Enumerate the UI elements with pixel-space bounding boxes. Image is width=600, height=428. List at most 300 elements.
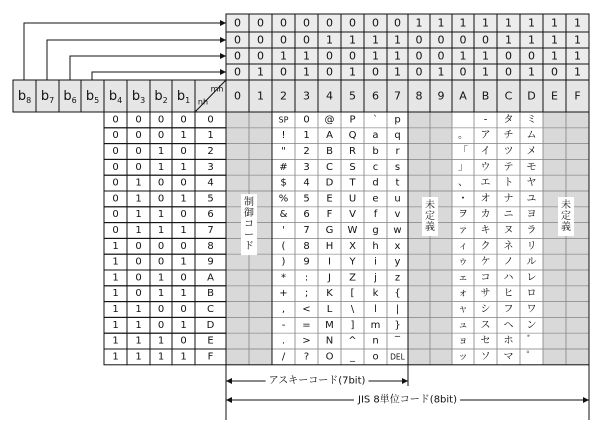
row-bit-value: 1 — [135, 177, 142, 189]
code-cell: x — [394, 240, 401, 252]
row-bit-value: 0 — [180, 335, 187, 347]
code-cell: ロ — [526, 288, 537, 300]
code-cell: ミ — [526, 114, 537, 126]
column-header-label: F — [574, 89, 581, 103]
control-code-label: 制 — [244, 197, 254, 209]
code-cell: ヤ — [526, 177, 537, 189]
code-cell: メ — [526, 146, 537, 157]
code-cell: q — [394, 130, 401, 142]
row-bit-value: 1 — [157, 225, 165, 236]
code-cell: 0 — [303, 114, 310, 126]
bit-label: $b_7$ — [40, 88, 55, 105]
code-cell: ホ — [503, 335, 514, 347]
upper-bit-value: 0 — [505, 65, 512, 79]
upper-bit-value: 1 — [459, 49, 467, 63]
upper-bit-value: 1 — [482, 49, 489, 63]
code-cell: I — [328, 256, 331, 268]
ascii-range-arrow-right — [402, 378, 408, 384]
code-cell: d — [372, 177, 379, 189]
row-label: 7 — [207, 225, 214, 236]
code-cell: k — [372, 288, 379, 300]
upper-bit-value: 0 — [437, 33, 445, 47]
code-cell: 3 — [303, 161, 310, 173]
code-cell: 1 — [303, 130, 310, 142]
upper-bit-value: 1 — [528, 16, 535, 30]
code-cell: g — [372, 225, 379, 236]
code-cell: ル — [526, 256, 537, 268]
code-cell: c — [372, 161, 379, 173]
code-cell: V — [349, 209, 356, 221]
row-bit-value: 0 — [112, 193, 119, 205]
upper-bit-value: 0 — [257, 16, 264, 30]
row-bit-value: 0 — [135, 240, 142, 252]
upper-bit-value: 1 — [574, 33, 581, 47]
code-cell: 2 — [303, 146, 310, 157]
control-code-label: ー — [244, 230, 254, 242]
code-cell: ト — [503, 177, 514, 189]
upper-bit-value: 1 — [437, 65, 445, 79]
upper-bit-value: 0 — [280, 65, 287, 79]
corner-nh-label: nh — [197, 97, 209, 107]
code-cell: - — [483, 114, 488, 126]
row-bit-value: 1 — [112, 319, 119, 331]
column-header-label: 7 — [394, 89, 401, 103]
code-cell: ! — [281, 130, 286, 142]
upper-bit-value: 1 — [574, 16, 581, 30]
code-cell: | — [395, 304, 400, 315]
row-bit-value: 1 — [157, 335, 165, 347]
row-bit-value: 1 — [180, 161, 187, 173]
bit-label: $b_6$ — [63, 88, 77, 105]
code-cell: P — [349, 114, 356, 126]
row-bit-value: 0 — [157, 193, 165, 205]
upper-bit-value: 1 — [551, 16, 558, 30]
row-label: E — [207, 335, 214, 347]
column-header-label: E — [551, 89, 558, 103]
row-bit-value: 1 — [157, 146, 165, 157]
code-cell: . — [281, 335, 286, 347]
code-cell: ) — [281, 256, 286, 268]
row-bit-value: 0 — [180, 146, 187, 157]
row-bit-value: 1 — [157, 272, 165, 284]
code-cell: ` — [373, 114, 378, 126]
upper-bit-value: 1 — [551, 33, 558, 47]
upper-bit-value: 1 — [372, 33, 379, 47]
code-cell: ' — [282, 225, 285, 236]
row-bit-value: 1 — [180, 193, 187, 205]
code-cell: ラ — [526, 225, 537, 236]
upper-bit-value: 1 — [482, 65, 489, 79]
upper-bit-value: 0 — [459, 33, 467, 47]
column-header-label: B — [481, 89, 490, 103]
code-cell: ェ — [458, 272, 468, 284]
row-bit-value: 0 — [135, 256, 142, 268]
bit-connector-arrow — [220, 53, 226, 59]
code-cell: ] — [350, 319, 355, 331]
row-bit-value: 1 — [135, 209, 142, 221]
upper-bit-value: 1 — [303, 49, 310, 63]
bit-label: $b_4$ — [108, 88, 123, 105]
column-header-label: 4 — [326, 89, 333, 103]
row-bit-value: 1 — [112, 272, 119, 284]
row-bit-value: 1 — [180, 130, 187, 142]
code-cell: s — [394, 161, 401, 173]
code-cell: ? — [303, 351, 310, 363]
bit-connector-line — [92, 72, 226, 80]
code-cell: K — [326, 288, 333, 300]
code-cell: ( — [281, 240, 286, 252]
control-code-label: コ — [244, 219, 254, 231]
code-cell: 。 — [458, 130, 468, 142]
row-bit-value: 1 — [180, 288, 187, 300]
code-cell: タ — [503, 114, 514, 126]
code-cell: ・ — [458, 193, 468, 205]
code-cell: セ — [480, 335, 491, 347]
code-cell: R — [349, 146, 356, 157]
code-cell: ウ — [480, 161, 491, 173]
row-bit-value: 0 — [112, 225, 119, 236]
bit-label: $b_8$ — [17, 88, 32, 105]
row-label: 3 — [207, 161, 214, 173]
bit-label: $b_5$ — [85, 88, 100, 105]
upper-bit-value: 1 — [528, 33, 535, 47]
upper-bit-value: 0 — [482, 33, 489, 47]
row-bit-value: 0 — [135, 161, 142, 173]
code-cell: サ — [480, 288, 491, 300]
column-header-label: 3 — [303, 89, 310, 103]
row-bit-value: 0 — [157, 114, 165, 126]
code-cell: ^ — [348, 335, 357, 347]
row-label: C — [207, 304, 214, 315]
code-cell: 9 — [303, 256, 310, 268]
row-bit-value: 0 — [157, 319, 165, 331]
column-header-label: 2 — [280, 89, 287, 103]
code-cell: A — [326, 130, 333, 142]
code-cell: ナ — [503, 193, 514, 205]
code-cell: i — [374, 256, 377, 268]
code-cell: # — [279, 161, 288, 173]
code-cell: : — [304, 272, 309, 284]
upper-bit-value: 1 — [415, 16, 423, 30]
code-cell: ヲ — [458, 209, 468, 221]
code-cell: ス — [480, 319, 491, 331]
code-cell: ヒ — [503, 288, 514, 300]
jis-range-arrow-right — [583, 397, 589, 403]
code-cell: F — [326, 209, 333, 221]
code-cell: n — [372, 335, 379, 347]
code-cell: O — [325, 351, 334, 363]
column-header-label: 5 — [349, 89, 356, 103]
row-bit-value: 0 — [157, 256, 165, 268]
code-cell: ァ — [458, 225, 468, 236]
upper-bit-value: 1 — [394, 65, 401, 79]
undefined-label-right: 定 — [561, 211, 571, 223]
code-cell: モ — [526, 161, 537, 173]
code-cell: ネ — [503, 240, 514, 252]
code-cell: } — [394, 319, 401, 331]
undefined-label-mid: 未 — [425, 200, 435, 212]
row-bit-value: 0 — [135, 146, 142, 157]
code-cell: シ — [480, 304, 491, 315]
upper-bit-value: 1 — [528, 65, 535, 79]
upper-bit-value: 0 — [551, 65, 558, 79]
code-cell: \ — [350, 304, 355, 315]
bit-connector-arrow — [220, 37, 226, 43]
ascii-range-label: アスキーコード(7bit) — [268, 375, 366, 387]
row-bit-value: 0 — [157, 240, 165, 252]
code-cell: ; — [304, 288, 309, 300]
row-bit-value: 0 — [180, 240, 187, 252]
code-cell: l — [374, 304, 377, 315]
bit-connector-line — [70, 56, 226, 80]
upper-bit-value: 1 — [551, 49, 558, 63]
code-cell: " — [281, 146, 286, 157]
code-cell: カ — [480, 209, 491, 221]
upper-bit-value: 0 — [415, 33, 423, 47]
upper-bit-value: 0 — [326, 16, 333, 30]
code-cell: f — [373, 209, 378, 221]
code-cell: ン — [526, 319, 537, 331]
row-bit-value: 1 — [157, 161, 165, 173]
row-bit-value: 0 — [112, 114, 119, 126]
row-label: B — [207, 288, 214, 300]
code-cell: S — [349, 161, 356, 173]
control-code-label: ド — [244, 241, 254, 253]
row-bit-value: 1 — [135, 193, 142, 205]
row-bit-value: 1 — [180, 351, 187, 363]
upper-bit-value: 0 — [234, 65, 241, 79]
row-bit-value: 1 — [112, 304, 119, 315]
row-label: 9 — [207, 256, 214, 268]
upper-bit-value: 1 — [482, 16, 489, 30]
column-header-label: 0 — [234, 89, 241, 103]
undefined-label-mid: 定 — [425, 211, 435, 223]
code-cell: ハ — [503, 272, 514, 284]
code-cell: ャ — [458, 304, 468, 315]
code-cell: D — [325, 177, 334, 189]
code-cell: コ — [480, 272, 491, 284]
code-cell: オ — [480, 193, 491, 205]
row-bit-value: 0 — [112, 177, 119, 189]
upper-bit-value: 1 — [326, 33, 333, 47]
code-cell: 5 — [303, 193, 310, 205]
code-cell: ョ — [458, 335, 468, 347]
upper-bit-value: 0 — [280, 33, 287, 47]
row-bit-value: 1 — [180, 319, 187, 331]
bit-connector-line — [47, 40, 226, 80]
code-cell: チ — [503, 130, 514, 142]
upper-bit-value: 1 — [437, 16, 445, 30]
code-cell: マ — [503, 351, 514, 363]
code-cell: 」 — [458, 161, 468, 173]
upper-bit-value: 1 — [349, 65, 356, 79]
row-bit-value: 0 — [135, 114, 142, 126]
code-cell: $ — [280, 177, 287, 189]
column-header-label: D — [527, 89, 536, 103]
upper-bit-value: 0 — [234, 49, 241, 63]
code-cell: L — [326, 304, 333, 315]
code-cell: H — [325, 240, 334, 252]
code-cell: ソ — [480, 351, 491, 363]
row-label: 8 — [207, 240, 214, 252]
code-cell: N — [325, 335, 334, 347]
row-label: F — [207, 351, 214, 363]
column-header-label: 9 — [437, 89, 445, 103]
code-cell: j — [374, 272, 377, 284]
jis-range-arrow-left — [226, 397, 232, 403]
code-cell: 8 — [303, 240, 310, 252]
code-cell: C — [326, 161, 333, 173]
code-cell: 「 — [458, 146, 468, 157]
upper-bit-value: 0 — [349, 49, 356, 63]
upper-bit-value: 0 — [303, 16, 310, 30]
corner-mh-label: mh — [210, 84, 224, 94]
row-label: 1 — [207, 130, 214, 142]
code-cell: z — [394, 272, 401, 284]
bit-label: $b_3$ — [131, 88, 146, 105]
bit-connector-arrow — [220, 69, 226, 75]
upper-bit-value: 1 — [303, 65, 310, 79]
code-cell: SP — [278, 115, 289, 125]
row-bit-value: 0 — [135, 130, 142, 142]
code-cell: ィ — [458, 240, 468, 252]
bit-label: $b_1$ — [176, 88, 191, 105]
row-bit-value: 1 — [112, 335, 119, 347]
bit-connector-arrow — [220, 20, 226, 26]
code-cell: h — [372, 240, 379, 252]
row-bit-value: 0 — [112, 209, 119, 221]
code-cell: ア — [480, 130, 491, 142]
code-cell: 4 — [303, 177, 310, 189]
code-cell: % — [278, 193, 289, 205]
code-cell: 7 — [303, 225, 310, 236]
row-bit-value: 0 — [157, 177, 165, 189]
upper-bit-value: 1 — [574, 49, 581, 63]
row-bit-value: 0 — [135, 272, 142, 284]
code-cell: ッ — [458, 351, 468, 363]
code-cell: W — [347, 225, 358, 236]
row-label: A — [207, 272, 214, 284]
code-cell: T — [349, 177, 356, 189]
code-cell: Q — [348, 130, 357, 142]
code-cell: + — [279, 288, 288, 300]
upper-bit-value: 0 — [280, 16, 287, 30]
code-cell: p — [394, 114, 401, 126]
code-cell: ュ — [458, 319, 468, 331]
code-cell: ゜ — [526, 351, 537, 363]
row-label: 6 — [207, 209, 214, 221]
code-cell: ヨ — [526, 209, 537, 221]
code-cell: リ — [526, 240, 537, 252]
code-cell: エ — [480, 177, 491, 189]
upper-bit-value: 0 — [372, 16, 379, 30]
code-cell: ツ — [503, 146, 514, 157]
code-cell: / — [281, 351, 286, 363]
row-bit-value: 1 — [135, 335, 142, 347]
row-bit-value: 1 — [112, 288, 119, 300]
upper-bit-value: 0 — [415, 49, 423, 63]
row-bit-value: 0 — [157, 130, 165, 142]
code-cell: 、 — [458, 177, 468, 189]
row-bit-value: 1 — [180, 225, 187, 236]
code-cell: , — [281, 304, 286, 315]
row-bit-value: 1 — [157, 288, 165, 300]
code-cell: フ — [503, 304, 514, 315]
undefined-label-mid: 義 — [425, 222, 435, 234]
code-cell: ォ — [458, 288, 468, 300]
upper-bit-value: 0 — [257, 49, 264, 63]
code-cell: ゛ — [526, 335, 537, 347]
upper-bit-value: 1 — [574, 65, 581, 79]
code-cell: @ — [324, 114, 335, 126]
column-header-label: 6 — [372, 89, 379, 103]
row-bit-value: 1 — [157, 351, 165, 363]
row-label: D — [206, 319, 215, 331]
row-label: 2 — [207, 146, 214, 157]
code-cell: ワ — [526, 304, 537, 315]
row-bit-value: 0 — [180, 177, 187, 189]
code-cell: ノ — [503, 256, 514, 268]
row-bit-value: 0 — [180, 272, 187, 284]
code-cell: > — [302, 335, 311, 347]
bit-connector-line — [24, 23, 226, 80]
code-cell: ユ — [526, 193, 537, 205]
upper-bit-value: 1 — [257, 65, 264, 79]
row-bit-value: 0 — [180, 114, 187, 126]
row-bit-value: 0 — [112, 130, 119, 142]
code-cell: w — [393, 225, 402, 236]
code-cell: ム — [526, 130, 537, 142]
code-cell: レ — [526, 272, 537, 284]
upper-bit-value: 0 — [394, 16, 401, 30]
bit-label: $b_2$ — [154, 88, 168, 105]
code-cell: ニ — [503, 209, 514, 221]
code-cell: v — [394, 209, 401, 221]
row-bit-value: 0 — [180, 209, 187, 221]
row-label: 5 — [207, 193, 214, 205]
code-cell: 6 — [303, 209, 310, 221]
code-cell: - — [281, 319, 286, 331]
upper-bit-value: 1 — [349, 33, 356, 47]
row-bit-value: 0 — [112, 161, 119, 173]
upper-bit-value: 0 — [459, 65, 467, 79]
upper-bit-value: 0 — [505, 49, 512, 63]
code-cell: G — [325, 225, 334, 236]
code-cell: M — [325, 319, 334, 331]
column-header-label: 1 — [257, 89, 264, 103]
code-cell: a — [372, 130, 379, 142]
code-cell: { — [394, 288, 401, 300]
row-bit-value: 0 — [180, 304, 187, 315]
upper-bit-value: 0 — [326, 65, 333, 79]
code-cell: ‾ — [395, 335, 400, 347]
row-bit-value: 1 — [135, 351, 142, 363]
code-cell: X — [349, 240, 356, 252]
upper-bit-value: 0 — [528, 49, 535, 63]
code-cell: J — [328, 272, 331, 284]
upper-bit-value: 0 — [234, 16, 241, 30]
row-bit-value: 0 — [112, 146, 119, 157]
row-label: 0 — [207, 114, 214, 126]
code-cell: [ — [350, 288, 355, 300]
row-label: 4 — [207, 177, 214, 189]
row-bit-value: 1 — [135, 319, 142, 331]
code-cell: _ — [350, 351, 355, 363]
upper-bit-value: 1 — [394, 33, 401, 47]
upper-bit-value: 1 — [280, 49, 287, 63]
row-bit-value: 1 — [135, 225, 142, 236]
column-header-label: C — [504, 89, 513, 103]
